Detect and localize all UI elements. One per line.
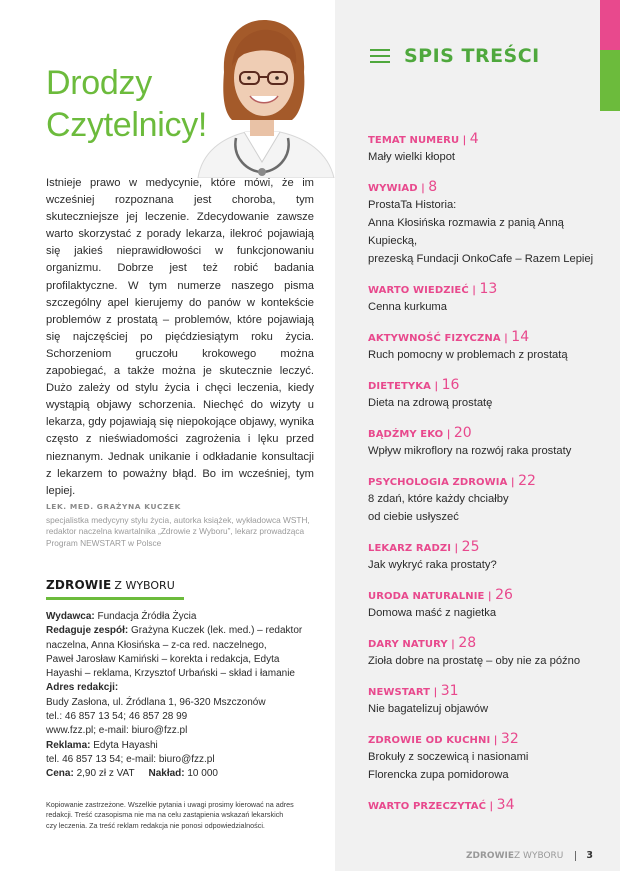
toc-category: PSYCHOLOGIA ZDROWIA — [368, 477, 508, 488]
signature-description: specjalistka medycyny stylu życia, autorka książek, wykładowca WSTH, redaktor naczelna kwartalnika „Zdrowie z Wyboru”, lekarz prowadząca Program NEWSTART w Polsce — [46, 515, 310, 548]
toc-entry[interactable] — [368, 684, 608, 718]
toc-article-title: od ciebie usłyszeć — [368, 511, 459, 523]
toc-category: WARTO PRZECZYTAĆ — [368, 801, 487, 812]
toc-article-title: Anna Kłosińska rozmawia z panią Anną Kupiecką, — [368, 217, 564, 247]
toc-page-number: 14 — [511, 329, 530, 345]
toc-article-title: Nie bagatelizuj objawów — [368, 703, 489, 715]
toc-list — [368, 132, 608, 828]
toc-entry[interactable] — [368, 474, 608, 526]
toc-separator: | — [447, 639, 459, 650]
toc-category: BĄDŹMY EKO — [368, 429, 444, 440]
toc-article-title: Brokuły z soczewicą i nasionami — [368, 751, 529, 763]
toc-category: AKTYWNOŚĆ FIZYCZNA — [368, 333, 501, 344]
brand-underline — [46, 597, 184, 600]
toc-entry[interactable] — [368, 732, 608, 784]
signature-block — [46, 502, 314, 549]
toc-entry[interactable] — [368, 540, 608, 574]
toc-article-title: ProstaTa Historia: — [368, 199, 457, 211]
toc-separator: | — [484, 591, 496, 602]
toc-entry[interactable] — [368, 378, 608, 412]
toc-separator: | — [459, 135, 470, 146]
toc-page-number: 13 — [479, 281, 498, 297]
accent-bar-pink — [600, 0, 620, 50]
toc-page-number: 31 — [440, 683, 459, 699]
toc-separator: | — [468, 285, 480, 296]
ads-contact: tel. 46 857 13 54; e-mail: biuro@fzz.pl — [46, 753, 215, 765]
address-label: Adres redakcji: — [46, 682, 119, 694]
toc-article-title: Mały wielki kłopot — [368, 151, 456, 163]
toc-separator: | — [430, 687, 441, 698]
toc-entry-heading — [368, 282, 608, 298]
address-phone: tel.: 46 857 13 54; 46 857 28 99 — [46, 711, 188, 723]
title-line-2: Czytelnicy! — [46, 106, 208, 144]
toc-entry-heading — [368, 426, 608, 442]
toc-separator: | — [490, 735, 501, 746]
team-line: naczelna, Anna Kłosińska – z-ca red. naczelnego, — [46, 639, 267, 651]
toc-page-number: 34 — [496, 797, 515, 813]
imprint — [46, 610, 308, 782]
toc-entry-heading — [368, 588, 608, 604]
circulation-label: Nakład: — [148, 768, 185, 780]
toc-header — [370, 43, 540, 69]
team-label: Redaguje zespół: — [46, 625, 129, 637]
toc-category: URODA NATURALNIE — [368, 591, 485, 602]
team-line: Paweł Jarosław Kamiński – korekta i redakcja, Edyta — [46, 653, 280, 665]
address-web: www.fzz.pl; e-mail: biuro@fzz.pl — [46, 725, 188, 737]
ads-label: Reklama: — [46, 739, 91, 751]
toc-entry-heading — [368, 798, 608, 814]
toc-separator: | — [486, 801, 497, 812]
toc-page-number: 26 — [495, 587, 513, 603]
footer-brand-light: Z WYBORU — [514, 850, 564, 861]
toc-separator: | — [430, 381, 442, 392]
toc-entry-heading — [368, 732, 608, 748]
toc-article-title: Domowa maść z nagietka — [368, 607, 497, 619]
toc-entry[interactable] — [368, 180, 608, 268]
title-line-1: Drodzy — [46, 64, 152, 102]
team-line: Grażyna Kuczek (lek. med.) – redaktor — [131, 625, 303, 637]
toc-category: ZDROWIE OD KUCHNI — [368, 735, 491, 746]
footer-divider — [575, 851, 576, 861]
toc-separator: | — [451, 543, 462, 554]
toc-entry[interactable] — [368, 798, 608, 814]
toc-page-number: 25 — [461, 539, 480, 555]
toc-entry-heading — [368, 378, 608, 394]
toc-entry-heading — [368, 540, 608, 556]
page-title — [46, 62, 207, 146]
brand-logo — [46, 578, 175, 592]
toc-article-title: Dieta na zdrową prostatę — [368, 397, 493, 409]
toc-entry-heading — [368, 330, 608, 346]
team-line: Hayashi – reklama, Krzysztof Urbański – skład i łamanie — [46, 668, 295, 680]
signature-name: LEK. MED. GRAŻYNA KUCZEK — [46, 502, 182, 511]
toc-entry[interactable] — [368, 132, 608, 166]
toc-category: NEWSTART — [368, 687, 431, 698]
toc-panel — [335, 0, 620, 871]
toc-entry-heading — [368, 132, 608, 148]
toc-page-number: 8 — [428, 179, 438, 195]
toc-entry-heading — [368, 684, 608, 700]
publisher-value: Fundacja Źródła Życia — [97, 611, 197, 622]
toc-separator: | — [417, 183, 429, 194]
disclaimer: Kopiowanie zastrzeżone. Wszelkie pytania i uwagi prosimy kierować na adres redakcji. Treść czasopisma nie ma na celu zastąpienia wskazań lekarskich czy leczenia. Za treść reklam redakcja nie ponosi odpowiedzialności. — [46, 800, 294, 830]
toc-entry[interactable] — [368, 636, 608, 670]
toc-separator: | — [443, 429, 454, 440]
toc-article-title: prezeską Fundacji OnkoCafe – Razem Lepiej — [368, 253, 594, 265]
toc-article-title: Jak wykryć raka prostaty? — [368, 559, 497, 571]
toc-category: LEKARZ RADZI — [368, 543, 452, 554]
toc-article-title: Ruch pomocny w problemach z prostatą — [368, 349, 568, 361]
toc-entry-heading — [368, 636, 608, 652]
toc-article-title: Wpływ mikroflory na rozwój raka prostaty — [368, 445, 572, 457]
page-footer — [466, 850, 593, 861]
toc-article-title: Zioła dobre na prostatę – oby nie za późno — [368, 655, 581, 667]
toc-article-title: 8 zdań, które każdy chciałby — [368, 493, 509, 505]
toc-entry[interactable] — [368, 282, 608, 316]
toc-separator: | — [500, 333, 512, 344]
price-value: 2,90 zł z VAT — [76, 768, 135, 780]
toc-entry[interactable] — [368, 588, 608, 622]
toc-category: WYWIAD — [368, 183, 418, 194]
toc-page-number: 4 — [469, 131, 479, 147]
toc-title: SPIS TREŚCI — [404, 45, 540, 67]
menu-icon — [370, 49, 390, 63]
toc-page-number: 22 — [518, 473, 536, 489]
toc-entry[interactable] — [368, 426, 608, 460]
circulation-value: 10 000 — [187, 768, 218, 780]
ads-value: Edyta Hayashi — [93, 739, 158, 751]
editorial-text: Istnieje prawo w medycynie, które mówi, że im wcześniej rozpoznana jest choroba, tym skuteczniejsze jej leczenie. Zdecydowanie zawsze warto skorzystać z porady lekarza, ilekroć pojawiają się jakieś nieprawidłowości w funkcjonowaniu organizmu. Dobrze jest też robić badania profilaktyczne. W tym numerze naszego pisma szczególny apel kierujemy do panów w kontekście problemów z prostatą – problemów, które pojawiają się najczęściej po pięćdziesiątym roku życia. Schorzeniom gruczołu krokowego można zapobiegać, a także można je skutecznie leczyć. Dużo zależy od stylu życia i chęci leczenia, kiedy wystąpią objawy schorzenia. Niechęć do wizyty u lekarza, gdy pojawiają się niepokojące objawy, wynika często z nieświadomości zagrożenia i lęku przed nieznanym. Jednak unikanie i odkładanie konsultacji z lekarzem to poważny błąd. Bo im wcześniej, tym lepiej. — [46, 177, 314, 497]
brand-logo-bold: ZDROWIE — [46, 578, 112, 592]
address-line: Budy Zasłona, ul. Źródlana 1, 96-320 Mszczonów — [46, 696, 266, 708]
toc-entry[interactable] — [368, 330, 608, 364]
toc-article-title: Florencka zupa pomidorowa — [368, 769, 509, 781]
toc-entry-heading — [368, 180, 608, 196]
toc-page-number: 16 — [441, 377, 460, 393]
toc-category: WARTO WIEDZIEĆ — [368, 285, 469, 296]
page-number: 3 — [586, 850, 594, 861]
toc-article-title: Cenna kurkuma — [368, 301, 447, 313]
toc-page-number: 28 — [458, 635, 477, 651]
footer-brand-bold: ZDROWIE — [466, 850, 515, 861]
toc-page-number: 20 — [453, 425, 472, 441]
toc-page-number: 32 — [500, 731, 519, 747]
toc-category: TEMAT NUMERU — [368, 135, 460, 146]
author-portrait — [188, 12, 336, 178]
price-label: Cena: — [46, 768, 74, 780]
toc-category: DIETETYKA — [368, 381, 431, 392]
brand-logo-light: Z WYBORU — [114, 579, 175, 592]
toc-category: DARY NATURY — [368, 639, 448, 650]
toc-separator: | — [507, 477, 519, 488]
publisher-label: Wydawca: — [46, 611, 95, 622]
toc-entry-heading — [368, 474, 608, 490]
accent-bar-green — [600, 50, 620, 111]
